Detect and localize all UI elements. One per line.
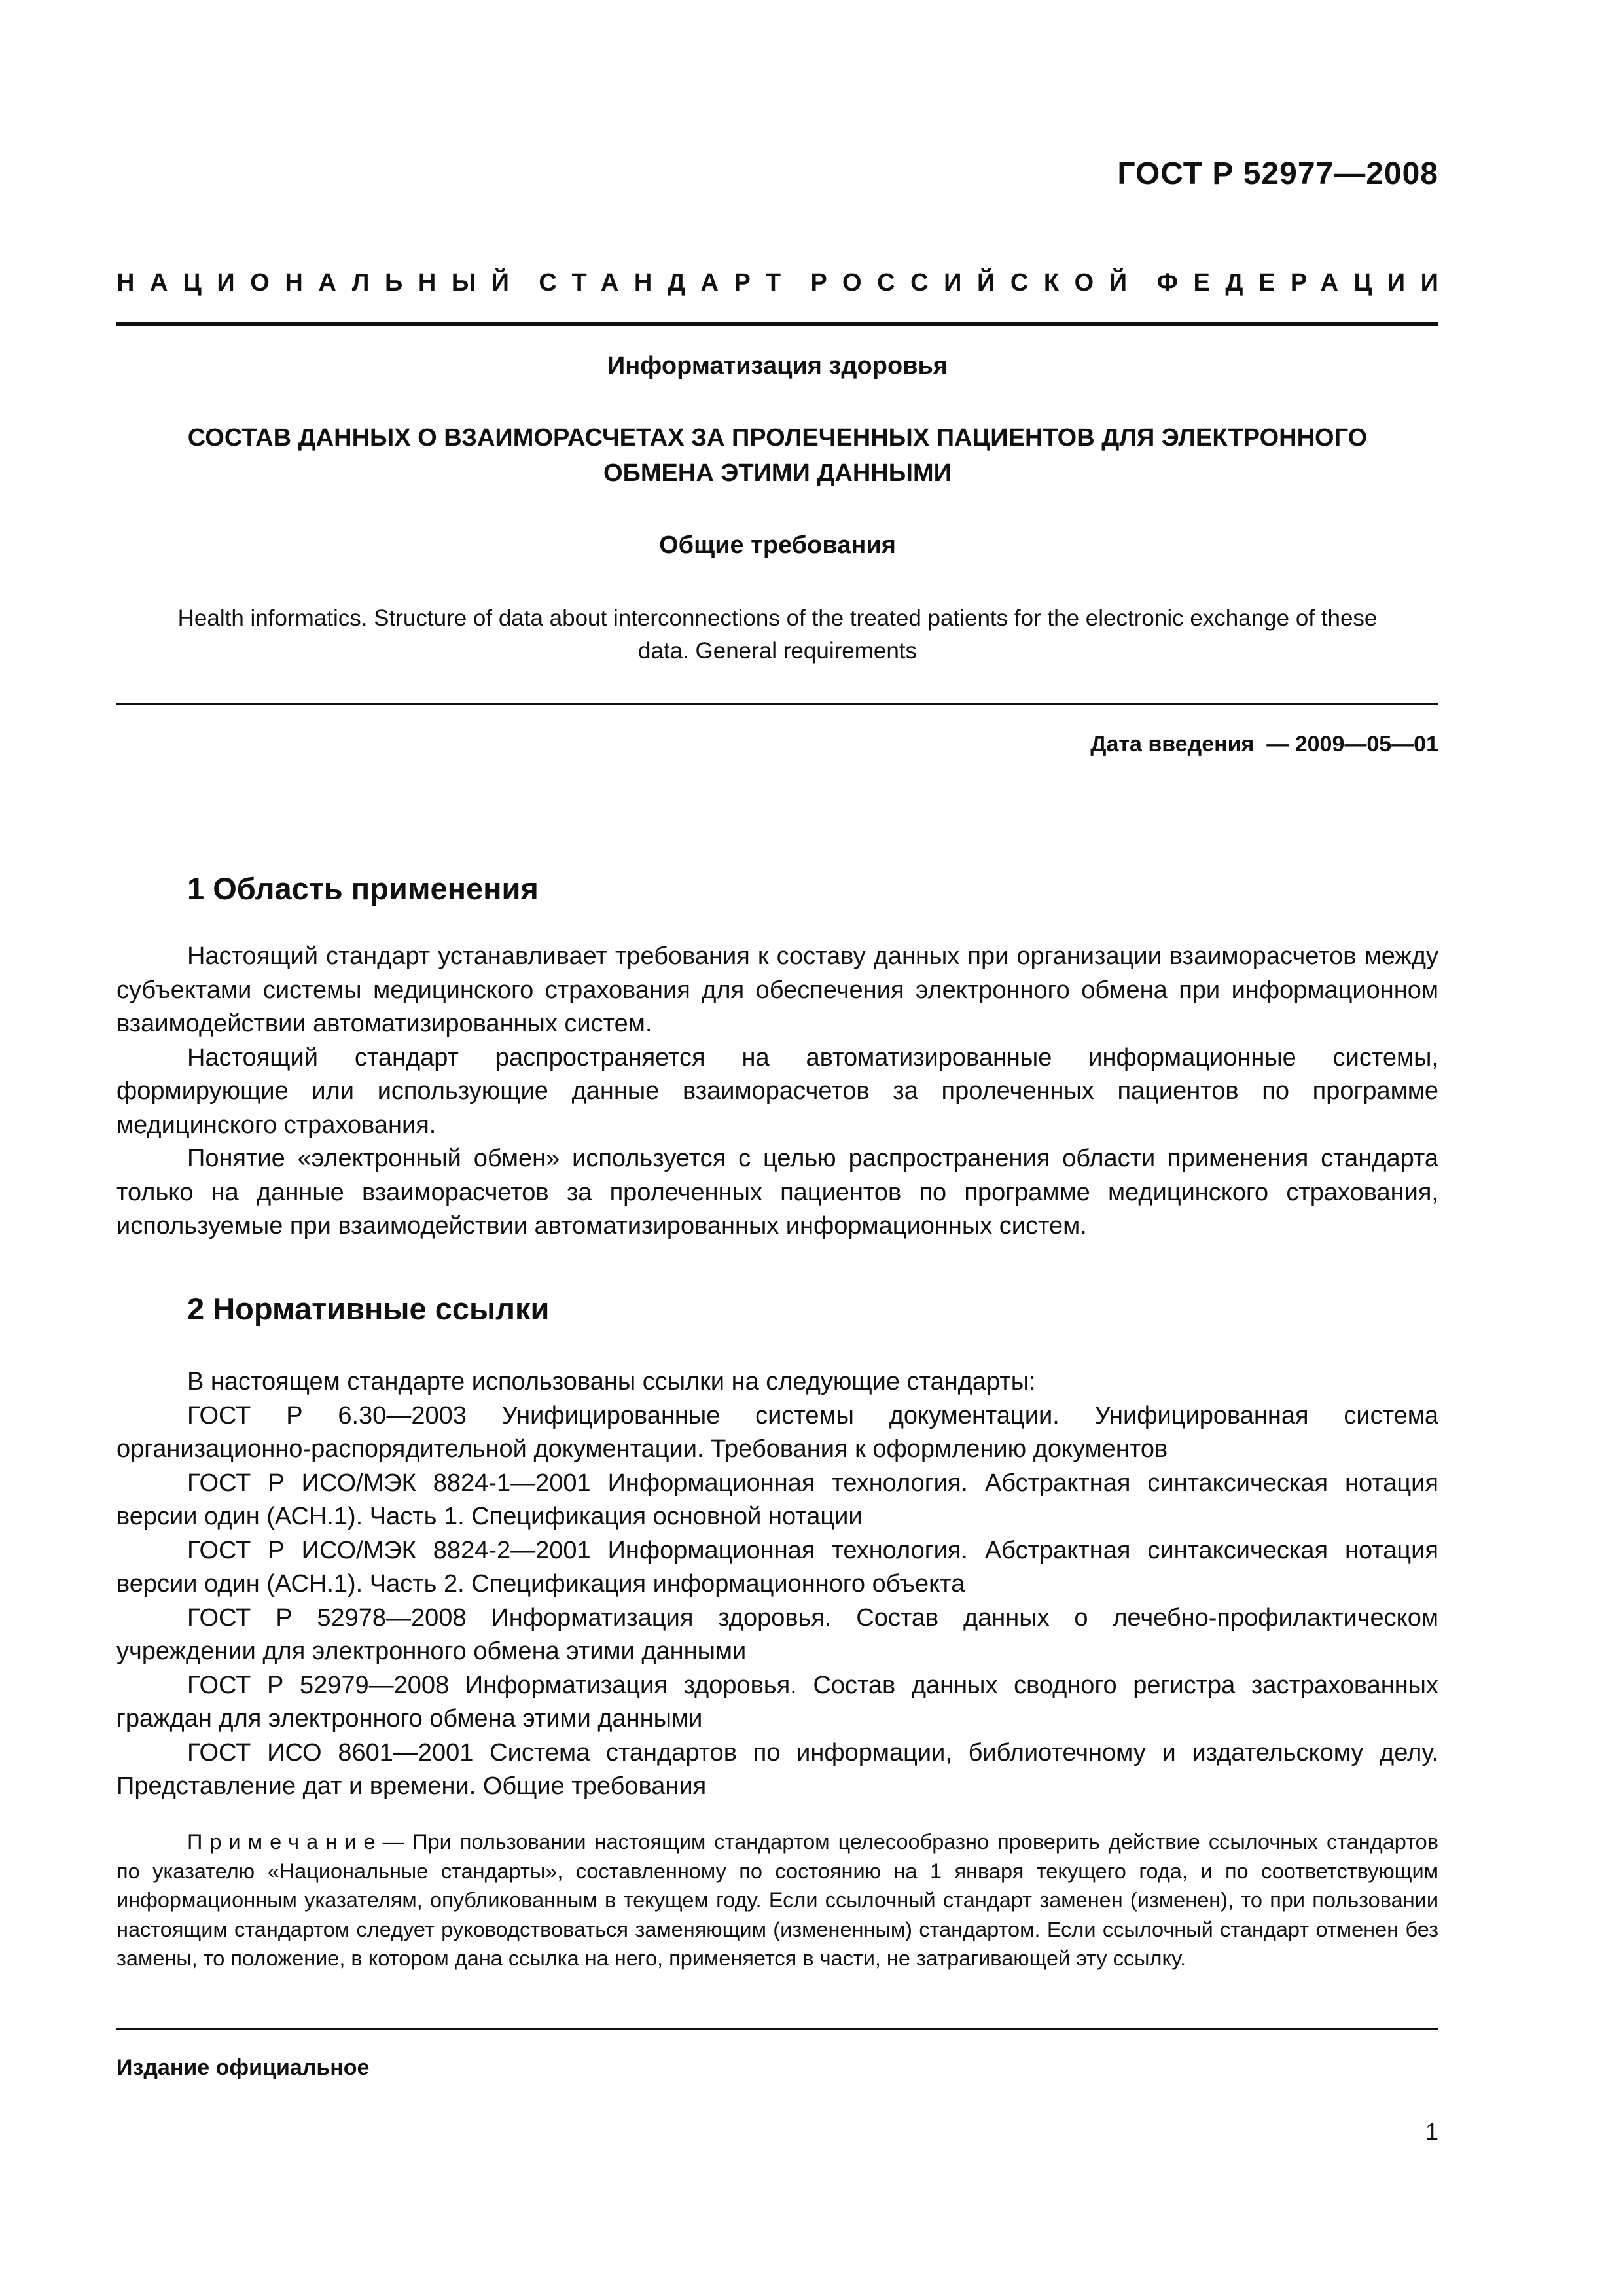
note-text: — При пользовании настоящим стандартом целесообразно проверить действие ссылочных стандартов по указателю «Национальные стандарты», составленному по состоянию на 1 января текущего года, и по соответствующим информационным указателям, опубликованным в текущем году. Если ссылочный стандарт заменен (изменен), то при пользовании настоящим стандартом следует руководствоваться заменяющим (измененным) стандартом. Если ссылочный стандарт отменен без замены, то положение, в котором дана ссылка на него, применяется в части, не затрагивающей эту ссылку. xyxy=(116,1830,1438,1970)
official-edition-label: Издание официальное xyxy=(116,2055,370,2080)
paragraph: Настоящий стандарт распространяется на автоматизированные информационные системы, формирующие или использующие данные взаиморасчетов за пролеченных пациентов по программе медицинского страхования. xyxy=(116,1043,1438,1139)
reference-item: ГОСТ Р ИСО/МЭК 8824-2—2001 Информационная технология. Абстрактная синтаксическая нотация версии один (АСН.1). Часть 2. Спецификация информационного объекта xyxy=(116,1536,1438,1598)
bottom-divider xyxy=(116,2028,1438,2030)
introduction-date: Дата введения — 2009—05—01 xyxy=(1090,732,1438,757)
banner-word: НАЦИОНАЛЬНЫЙ xyxy=(116,268,525,296)
english-title-line: data. General requirements xyxy=(637,638,918,664)
middle-divider xyxy=(116,703,1438,705)
paragraph: Настоящий стандарт устанавливает требования к составу данных при организации взаиморасчетов между субъектами системы медицинского страхования для обеспечения электронного обмена при информационном взаимодействии автоматизированных систем. xyxy=(116,942,1438,1037)
reference-item: ГОСТ Р 52978—2008 Информатизация здоровья. Состав данных о лечебно-профилактическом учреждении для электронного обмена этими данными xyxy=(116,1604,1438,1665)
reference-item: ГОСТ Р 6.30—2003 Унифицированные системы документации. Унифицированная система организационно-распорядительной документации. Требования к оформлению документов xyxy=(116,1401,1438,1463)
page-number: 1 xyxy=(1425,2118,1438,2145)
note xyxy=(116,1827,1438,1973)
banner-word: РОССИЙСКОЙ xyxy=(810,268,1143,296)
document-title xyxy=(116,420,1438,491)
english-title xyxy=(116,602,1438,668)
banner-word: ФЕДЕРАЦИИ xyxy=(1156,268,1454,296)
title-line: СОСТАВ ДАННЫХ О ВЗАИМОРАСЧЕТАХ ЗА ПРОЛЕЧЕННЫХ ПАЦИЕНТОВ ДЛЯ ЭЛЕКТРОННОГО xyxy=(187,424,1368,452)
section-1-body xyxy=(116,940,1438,1244)
paragraph: В настоящем стандарте использованы ссылки на следующие стандарты: xyxy=(187,1368,1036,1395)
subject-heading: Информатизация здоровья xyxy=(607,352,948,380)
document-number: ГОСТ Р 52977—2008 xyxy=(1117,156,1438,191)
reference-item: ГОСТ ИСО 8601—2001 Система стандартов по информации, библиотечному и издательскому делу. Представление дат и времени. Общие требования xyxy=(116,1738,1438,1800)
english-title-line: Health informatics. Structure of data about interconnections of the treated patients for the electronic exchange of these xyxy=(177,605,1378,631)
top-divider xyxy=(116,322,1438,326)
national-standard-banner xyxy=(116,263,1454,302)
title-line: ОБМЕНА ЭТИМИ ДАННЫМИ xyxy=(603,459,952,487)
section-2-body xyxy=(116,1365,1438,1804)
reference-item: ГОСТ Р ИСО/МЭК 8824-1—2001 Информационная технология. Абстрактная синтаксическая нотация версии один (АСН.1). Часть 1. Спецификация основной нотации xyxy=(116,1469,1438,1530)
paragraph: Понятие «электронный обмен» используется с целью распространения области применения стандарта только на данные взаиморасчетов за пролеченных пациентов по программе медицинского страхования, используемые при взаимодействии автоматизированных информационных систем. xyxy=(116,1145,1438,1240)
banner-word: СТАНДАРТ xyxy=(539,268,796,296)
note-label: Примечание xyxy=(187,1830,383,1854)
section-2-heading: 2 Нормативные ссылки xyxy=(187,1291,550,1326)
section-1-heading: 1 Область применения xyxy=(187,871,539,906)
general-requirements-heading: Общие требования xyxy=(659,531,896,559)
reference-item: ГОСТ Р 52979—2008 Информатизация здоровья. Состав данных сводного регистра застрахованных граждан для электронного обмена этими данными xyxy=(116,1671,1438,1732)
